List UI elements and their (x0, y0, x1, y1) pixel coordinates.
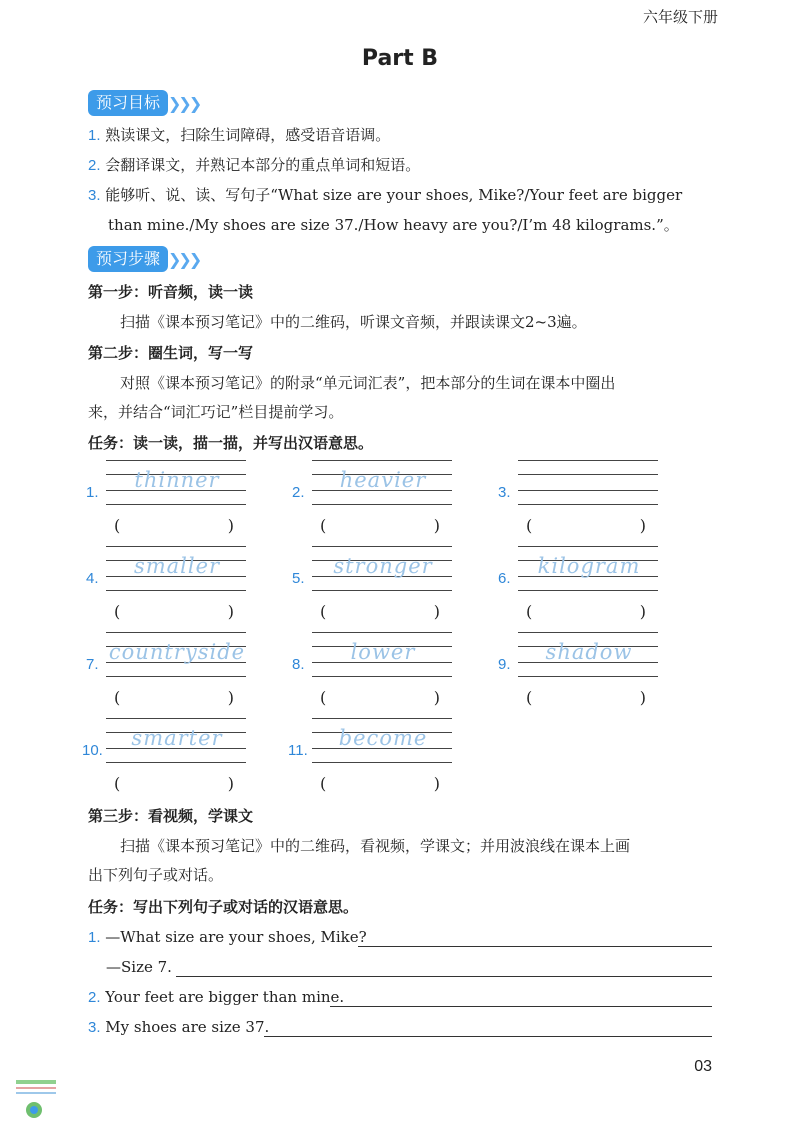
goals-header (88, 90, 199, 116)
writing-guide-line (312, 546, 452, 547)
meaning-answer-parens[interactable]: ( ) (320, 774, 440, 793)
trace-word[interactable]: smaller (133, 554, 221, 578)
goal-item: 3. 能够听、说、读、写句子“What size are your shoes, Mike?/Your feet are bigger (88, 186, 683, 204)
writing-guide-line (312, 504, 452, 505)
writing-guide-line (312, 590, 452, 591)
meaning-answer-parens[interactable]: ( ) (114, 774, 234, 793)
meaning-answer-parens[interactable]: ( ) (526, 688, 646, 707)
word-number: 7. (86, 656, 99, 673)
task2-title: 任务：写出下列句子或对话的汉语意思。 (88, 898, 359, 916)
answer-line[interactable] (176, 975, 712, 977)
writing-guide-line (518, 460, 658, 461)
trace-word[interactable]: shadow (545, 640, 633, 664)
chevrons-icon: ❯❯❯ (168, 93, 200, 113)
word-item (292, 542, 472, 622)
logo-icon (14, 1078, 58, 1122)
step1-title: 第一步：听音频，读一读 (88, 283, 254, 301)
step3-text: 扫描《课本预习笔记》中的二维码，看视频，学课文；并用波浪线在课本上画 (120, 837, 631, 855)
word-item (292, 628, 472, 708)
writing-guide-line (312, 762, 452, 763)
meaning-answer-parens[interactable]: ( ) (526, 516, 646, 535)
answer-line[interactable] (264, 1035, 712, 1037)
steps-badge: 预习步骤 (88, 246, 168, 272)
word-item (498, 542, 678, 622)
step1-text: 扫描《课本预习笔记》中的二维码，听课文音频，并跟读课文2~3遍。 (120, 313, 587, 331)
writing-guide-line (312, 676, 452, 677)
trace-word[interactable]: lower (350, 640, 416, 664)
writing-guide-line (106, 676, 246, 677)
steps-header (88, 246, 199, 272)
word-item (86, 628, 266, 708)
trace-word[interactable]: smarter (131, 726, 223, 750)
trace-word[interactable]: heavier (339, 468, 427, 492)
writing-guide-line (518, 546, 658, 547)
goals-badge: 预习目标 (88, 90, 168, 116)
word-item (498, 628, 678, 708)
word-number: 6. (498, 570, 511, 587)
writing-guide-line (312, 718, 452, 719)
word-number: 10. (82, 742, 103, 759)
meaning-answer-parens[interactable]: ( ) (320, 602, 440, 621)
task1-title: 任务：读一读，描一描，并写出汉语意思。 (88, 434, 374, 452)
word-number: 9. (498, 656, 511, 673)
page-title: Part B (361, 46, 439, 71)
writing-guide-line (518, 504, 658, 505)
grade-label: 六年级下册 (642, 8, 718, 26)
trace-word[interactable]: countryside (108, 640, 246, 664)
chevrons-icon: ❯❯❯ (168, 249, 200, 269)
writing-guide-line (106, 718, 246, 719)
goal-item-continued: than mine./My shoes are size 37./How heavy are you?/I’m 48 kilograms.”。 (108, 216, 679, 234)
word-number: 4. (86, 570, 99, 587)
step2-text-cont: 来，并结合“词汇巧记”栏目提前学习。 (88, 403, 344, 421)
meaning-answer-parens[interactable]: ( ) (114, 688, 234, 707)
goal-item: 1. 熟读课文，扫除生词障碍，感受语音语调。 (88, 126, 391, 144)
word-number: 8. (292, 656, 305, 673)
sentence-item: 3. My shoes are size 37. (88, 1018, 270, 1036)
word-item (292, 456, 472, 536)
word-number: 2. (292, 484, 305, 501)
answer-line[interactable] (358, 945, 712, 947)
writing-guide-line (106, 632, 246, 633)
word-number: 1. (86, 484, 99, 501)
meaning-answer-parens[interactable]: ( ) (320, 516, 440, 535)
word-number: 5. (292, 570, 305, 587)
step2-title: 第二步：圈生词，写一写 (88, 344, 254, 362)
word-number: 3. (498, 484, 511, 501)
meaning-answer-parens[interactable]: ( ) (114, 516, 234, 535)
writing-guide-line (518, 632, 658, 633)
word-item (86, 456, 266, 536)
word-number: 11. (288, 742, 308, 759)
meaning-answer-parens[interactable]: ( ) (114, 602, 234, 621)
writing-guide-line (106, 460, 246, 461)
trace-word[interactable]: kilogram (537, 554, 641, 578)
word-item (86, 542, 266, 622)
writing-guide-line (518, 590, 658, 591)
word-item (82, 714, 266, 794)
writing-guide-line (106, 504, 246, 505)
sentence-item: —Size 7. (106, 958, 172, 976)
writing-guide-line (106, 590, 246, 591)
trace-word[interactable]: become (338, 726, 428, 750)
sentence-item: 1. —What size are your shoes, Mike? (88, 928, 367, 946)
meaning-answer-parens[interactable]: ( ) (320, 688, 440, 707)
word-item (498, 456, 678, 536)
writing-guide-line (518, 474, 658, 475)
trace-word[interactable]: stronger (333, 554, 433, 578)
writing-guide-line (312, 632, 452, 633)
writing-guide-line (518, 490, 658, 491)
goal-item: 2. 会翻译课文，并熟记本部分的重点单词和短语。 (88, 156, 421, 174)
step3-title: 第三步：看视频，学课文 (88, 807, 254, 825)
writing-guide-line (518, 676, 658, 677)
word-item (288, 714, 472, 794)
writing-guide-line (106, 546, 246, 547)
writing-guide-line (106, 762, 246, 763)
page-number: 03 (694, 1058, 712, 1075)
meaning-answer-parens[interactable]: ( ) (526, 602, 646, 621)
trace-word[interactable]: thinner (134, 468, 220, 492)
sentence-item: 2. Your feet are bigger than mine. (88, 988, 345, 1006)
answer-line[interactable] (330, 1005, 712, 1007)
step2-text: 对照《课本预习笔记》的附录“单元词汇表”，把本部分的生词在课本中圈出 (120, 374, 616, 392)
step3-text-cont: 出下列句子或对话。 (88, 866, 224, 884)
writing-guide-line (312, 460, 452, 461)
